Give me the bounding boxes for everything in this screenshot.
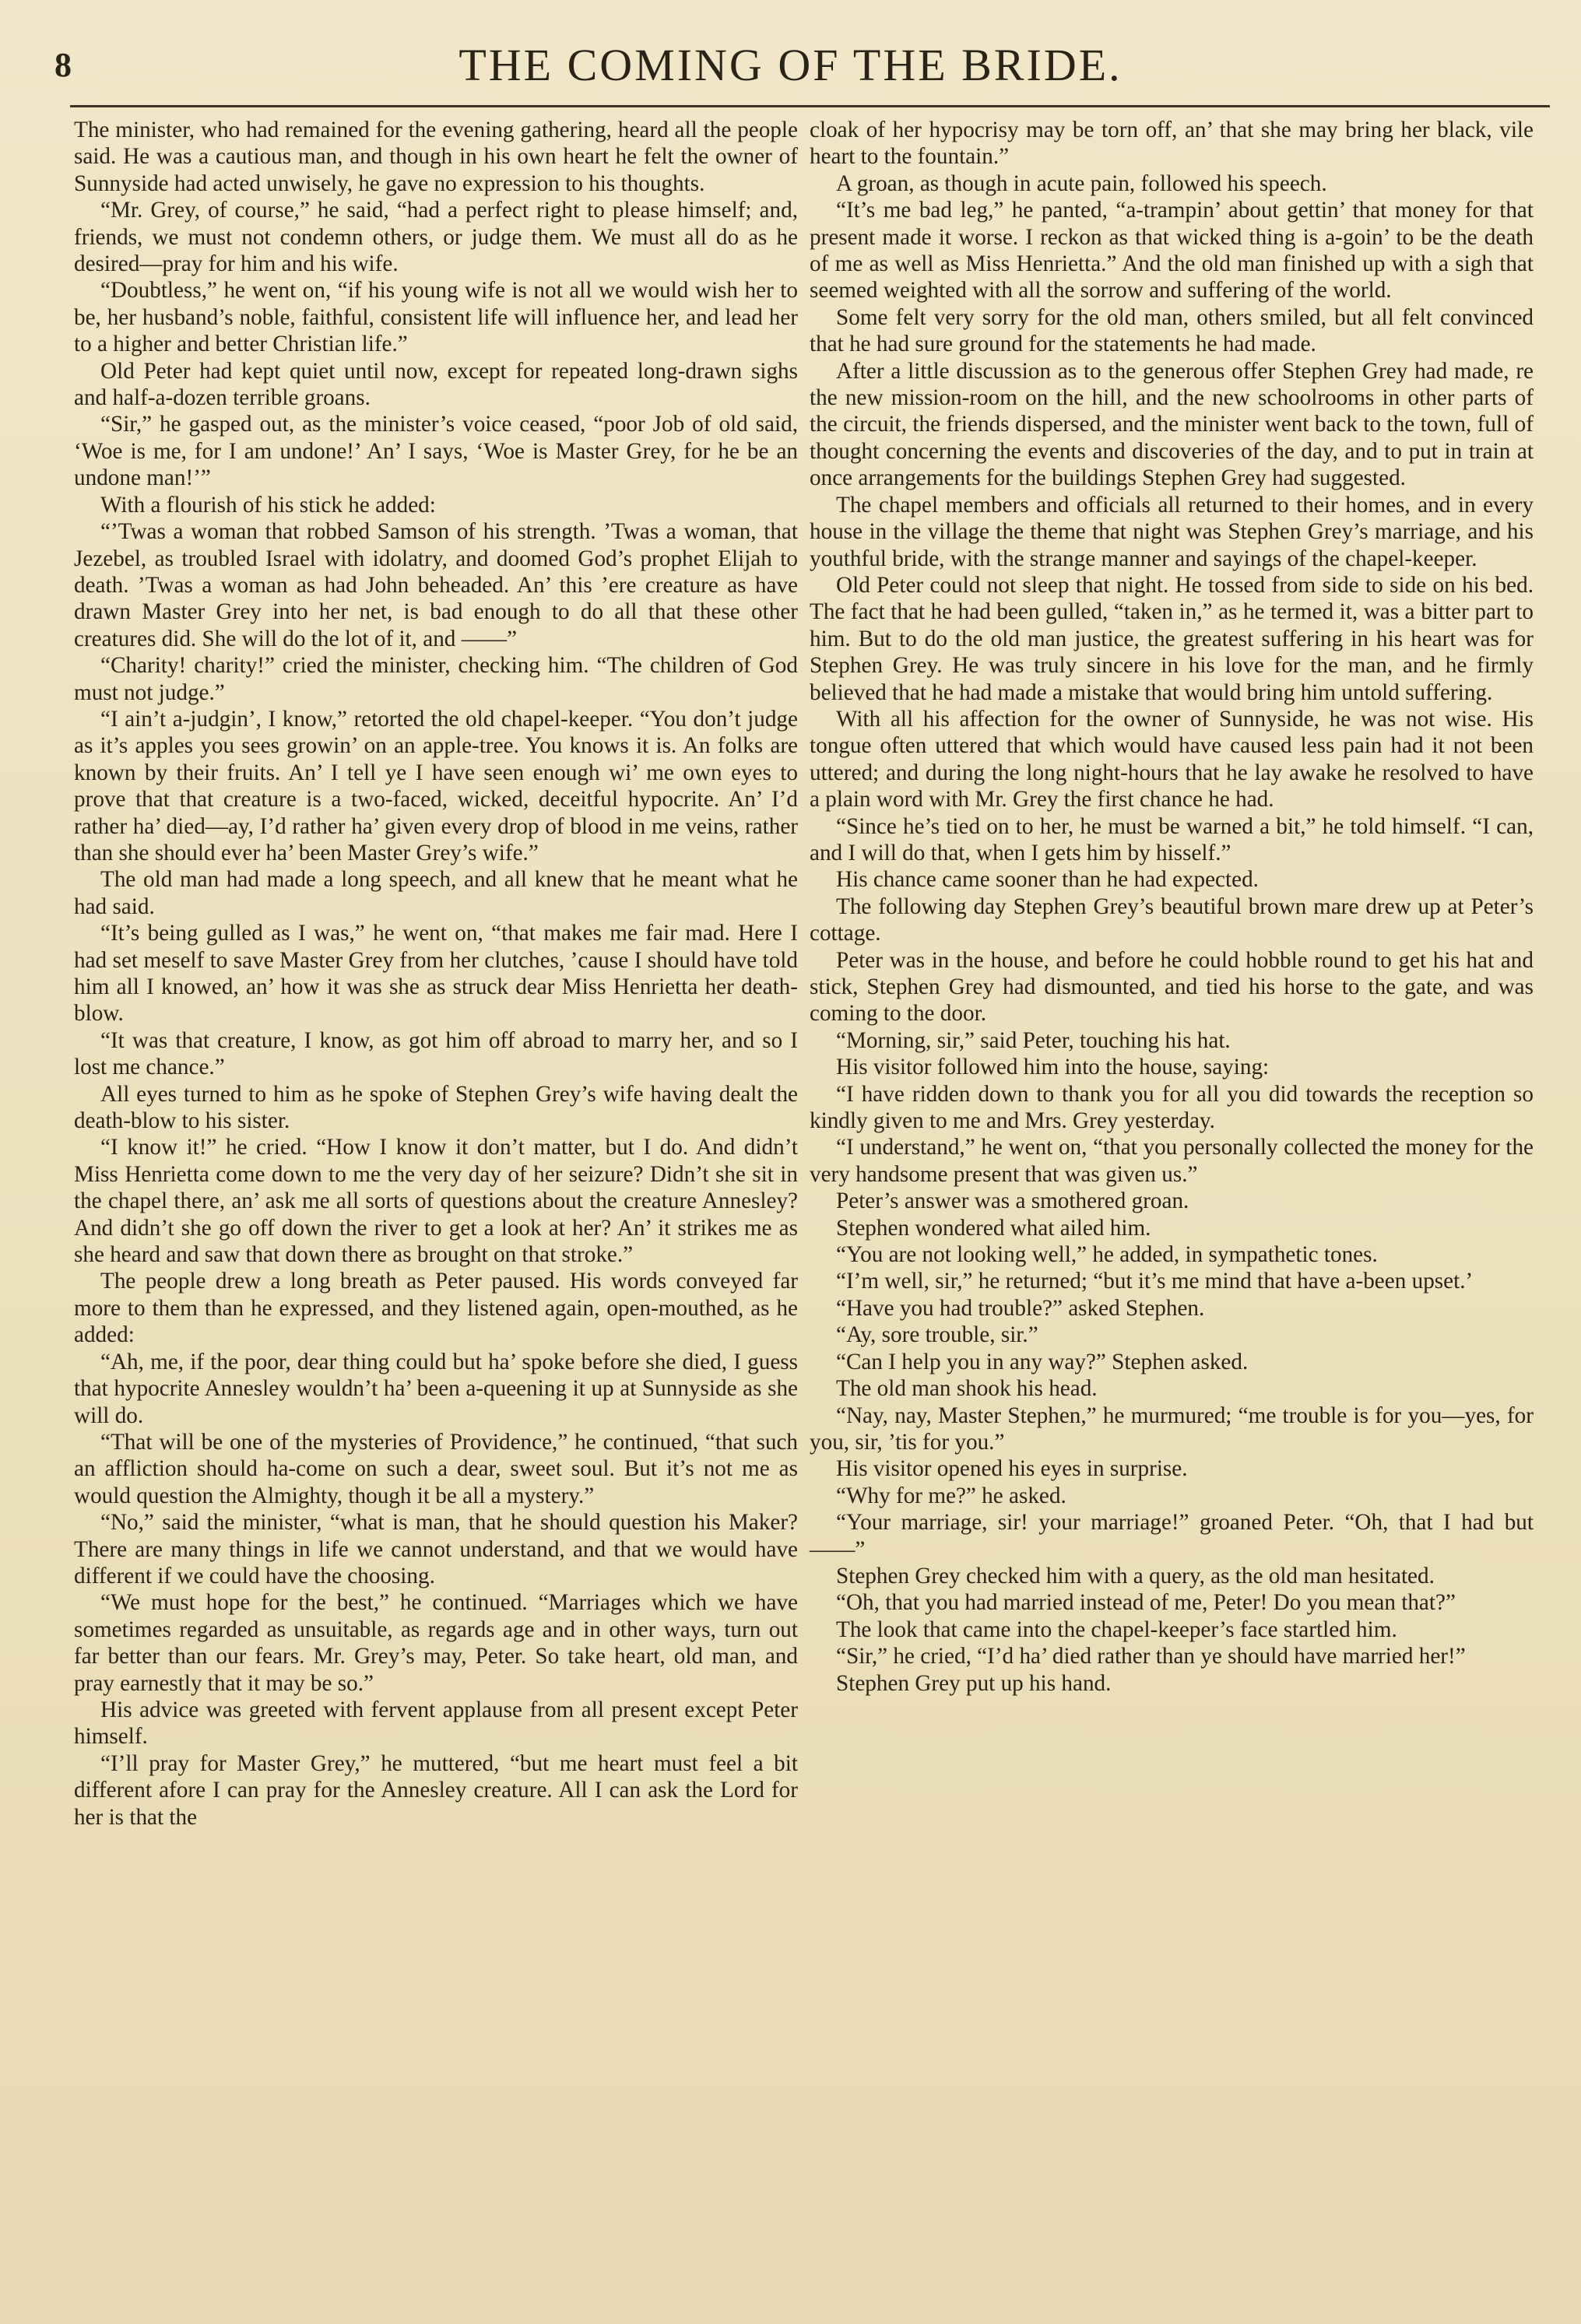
paragraph: The minister, who had remained for the evening gathering, heard all the people said. He was a cautious man, and though in his own heart he felt the owner of Sunnyside had acted unwisely, he gave no expression to his thoughts. [74,118,798,196]
paragraph: “Sir,” he cried, “I’d ha’ died rather than ye should have married her!” [836,1644,1466,1669]
paragraph: The people drew a long breath as Peter paused. His words conveyed far more to them than he expressed, and they listened again, open-mouthed, as he added: [74,1269,798,1348]
paragraph: Stephen Grey checked him with a query, as the old man hesitated. [836,1563,1435,1589]
paragraph: His chance came sooner than he had expected. [836,867,1259,893]
paragraph: Old Peter could not sleep that night. He tossed from side to side on his bed. The fact that he had been gulled, “taken in,” as he termed it, was a bitter part to him. But to do the old man justice, the greatest suffering in his heart was for Stephen Grey. He was truly sincere in his love for the man, and he firmly believed that he had made a mistake that would bring him untold suffering. [810,572,1534,705]
paragraph: “Mr. Grey, of course,” he said, “had a perfect right to please himself; and, friends, we must not condemn others, or judge them. We must all do as he desired—pray for him and his wife. [74,198,798,277]
paragraph: “Morning, sir,” said Peter, touching his hat. [836,1027,1231,1053]
paragraph: “That will be one of the mysteries of Providence,” he continued, “that such an affliction should ha-come on such a dear, sweet soul. But it’s not me as would question the Almighty, though it be all a mystery.” [74,1429,798,1508]
paragraph: With all his affection for the owner of Sunnyside, he was not wise. His tongue often uttered that which would have caused less pain had it not been uttered; and during the long night-hours that he lay awake he resolved to have a plain word with Mr. Grey the first chance he had. [810,706,1534,813]
paragraph: Stephen Grey put up his hand. [836,1670,1112,1696]
paragraph: Old Peter had kept quiet until now, except for repeated long-drawn sighs and half-a-dozen terrible groans. [74,358,798,411]
paragraph: The old man had made a long speech, and all knew that he meant what he had said. [74,867,798,919]
paragraph: “Doubtless,” he went on, “if his young wife is not all we would wish her to be, her husband’s noble, faithful, consistent life will influence her, and lead her to a higher and better Christian life.” [74,278,798,357]
paragraph: “Ay, sore trouble, sir.” [836,1322,1038,1348]
paragraph: “You are not looking well,” he added, in sympathetic tones. [836,1242,1378,1268]
paragraph: “Can I help you in any way?” Stephen asked. [836,1349,1249,1374]
paragraph: The old man shook his head. [836,1376,1098,1402]
paragraph: “It’s me bad leg,” he panted, “a-trampin’ about gettin’ that money for that present made it worse. I reckon as that wicked thing is a-goin’ to be the death of me as well as Miss Henrietta.” And the old man finished up with a sigh that seemed weighted with all the sorrow and suffering of the world. [810,198,1534,304]
paragraph: The following day Stephen Grey’s beautiful brown mare drew up at Peter’s cottage. [810,893,1534,946]
paragraph: The chapel members and officials all returned to their homes, and in every house in the village the theme that night was Stephen Grey’s marriage, and his youthful bride, with the strange manner and sayings of the chapel-keeper. [810,492,1534,571]
paragraph: Peter’s answer was a smothered groan. [836,1188,1189,1214]
paragraph: Stephen wondered what ailed him. [836,1215,1151,1241]
paragraph: “It was that creature, I know, as got him off abroad to marry her, and so I lost me chance.” [74,1027,798,1080]
paragraph: The look that came into the chapel-keeper’s face startled him. [836,1617,1397,1642]
paragraph: “I’ll pray for Master Grey,” he muttered, “but me heart must feel a bit different afore I can pray for the Annesley creature. All I can ask the Lord for her is that the [74,1750,798,1830]
header-rule [70,105,1550,107]
paragraph: “Nay, nay, Master Stephen,” he murmured; “me trouble is for you—yes, for you, sir, ’tis for you.” [810,1402,1534,1455]
paragraph: “It’s being gulled as I was,” he went on, “that makes me fair mad. Here I had set meself to save Master Grey from her clutches, ’cause I should have told him all I knowed, an’ how it was she as struck dear Miss Henrietta her death-blow. [74,921,798,1027]
left-column [74,117,798,1831]
paragraph: After a little discussion as to the generous offer Stephen Grey had made, re the new mission-room on the hill, and the new schoolrooms in other parts of the circuit, the friends dispersed, and the minister went back to the town, full of thought concerning the events and discoveries of the day, and to put in train at once arrangements for the buildings Stephen Grey had suggested. [810,358,1534,491]
paragraph: “I’m well, sir,” he returned; “but it’s me mind that have a-been upset.’ [836,1269,1474,1294]
paragraph: “Oh, that you had married instead of me, Peter! Do you mean that?” [836,1590,1456,1616]
page-number: 8 [54,46,72,84]
right-column [810,117,1534,1697]
paragraph: “Why for me?” he asked. [836,1483,1066,1508]
paragraph: “I know it!” he cried. “How I know it don’t matter, but I do. And didn’t Miss Henrietta come down to me the very day of her seizure? Didn’t she sit in the chapel there, an’ ask me all sorts of questions about the creature Annesley? And didn’t she go off down the river to get a look at her? An’ it strikes me as she heard and saw that down there as brought on that stroke.” [74,1135,798,1268]
paragraph: “Charity! charity!” cried the minister, checking him. “The children of God must not judge.” [74,653,798,705]
paragraph: A groan, as though in acute pain, followed his speech. [836,170,1327,196]
paragraph: Some felt very sorry for the old man, others smiled, but all felt convinced that he had sure ground for the statements he had made. [810,304,1534,357]
running-title: THE COMING OF THE BRIDE. [458,40,1123,90]
paragraph: “Have you had trouble?” asked Stephen. [836,1295,1205,1321]
paragraph: “No,” said the minister, “what is man, that he should question his Maker? There are many things in life we cannot understand, and that we would have different if we could have the choosing. [74,1510,798,1589]
paragraph: “Ah, me, if the poor, dear thing could but ha’ spoke before she died, I guess that hypocrite Annesley wouldn’t ha’ been a-queening it up at Sunnyside as she will do. [74,1349,798,1428]
paragraph: Peter was in the house, and before he could hobble round to get his hat and stick, Stephen Grey had dismounted, and tied his horse to the gate, and was coming to the door. [810,947,1534,1027]
paragraph: “I understand,” he went on, “that you personally collected the money for the very handsome present that was given us.” [810,1135,1534,1187]
paragraph: “Since he’s tied on to her, he must be warned a bit,” he told himself. “I can, and I will do that, when I gets him by hisself.” [810,813,1534,865]
paragraph: “I ain’t a-judgin’, I know,” retorted the old chapel-keeper. “You don’t judge as it’s apples you sees growin’ on an apple-tree. You knows it is. An folks are known by their fruits. An’ I tell ye I have seen enough wi’ me own eyes to prove that that creature is a two-faced, wicked, deceitful hypocrite. An’ I’d rather ha’ died—ay, I’d rather ha’ given every drop of blood in me veins, rather than she should ever ha’ been Master Grey’s wife.” [74,706,798,865]
paragraph: His visitor followed him into the house, saying: [836,1055,1270,1080]
paragraph: “I have ridden down to thank you for all you did towards the reception so kindly given to me and Mrs. Grey yesterday. [810,1081,1534,1134]
paragraph: “Sir,” he gasped out, as the minister’s voice ceased, “poor Job of old said, ‘Woe is me, for I am undone!’ An’ I says, ‘Woe is Master Grey, for he be an undone man!’” [74,412,798,491]
paragraph: All eyes turned to him as he spoke of Stephen Grey’s wife having dealt the death-blow to his sister. [74,1081,798,1134]
paragraph: “We must hope for the best,” he continued. “Marriages which we have sometimes regarded as unsuitable, as regards age and in other ways, turn out far better than our fears. Mr. Grey’s may, Peter. So take heart, old man, and pray earnestly that it may be so.” [74,1590,798,1696]
paragraph: His visitor opened his eyes in surprise. [836,1456,1188,1482]
paragraph: “Your marriage, sir! your marriage!” groaned Peter. “Oh, that I had but ——” [810,1510,1534,1562]
paragraph: With a flourish of his stick he added: [100,492,436,518]
paragraph: cloak of her hypocrisy may be torn off, an’ that she may bring her black, vile heart to the fountain.” [810,118,1534,170]
paragraph: His advice was greeted with fervent applause from all present except Peter himself. [74,1697,798,1750]
paragraph: “’Twas a woman that robbed Samson of his strength. ’Twas a woman, that Jezebel, as troubled Israel with idolatry, and doomed God’s prophet Elijah to death. ’Twas a woman as had John beheaded. An’ this ’ere creature as have drawn Master Grey into her net, is bad enough to do all that these other creatures did. She will do the lot of it, and ——” [74,519,798,651]
